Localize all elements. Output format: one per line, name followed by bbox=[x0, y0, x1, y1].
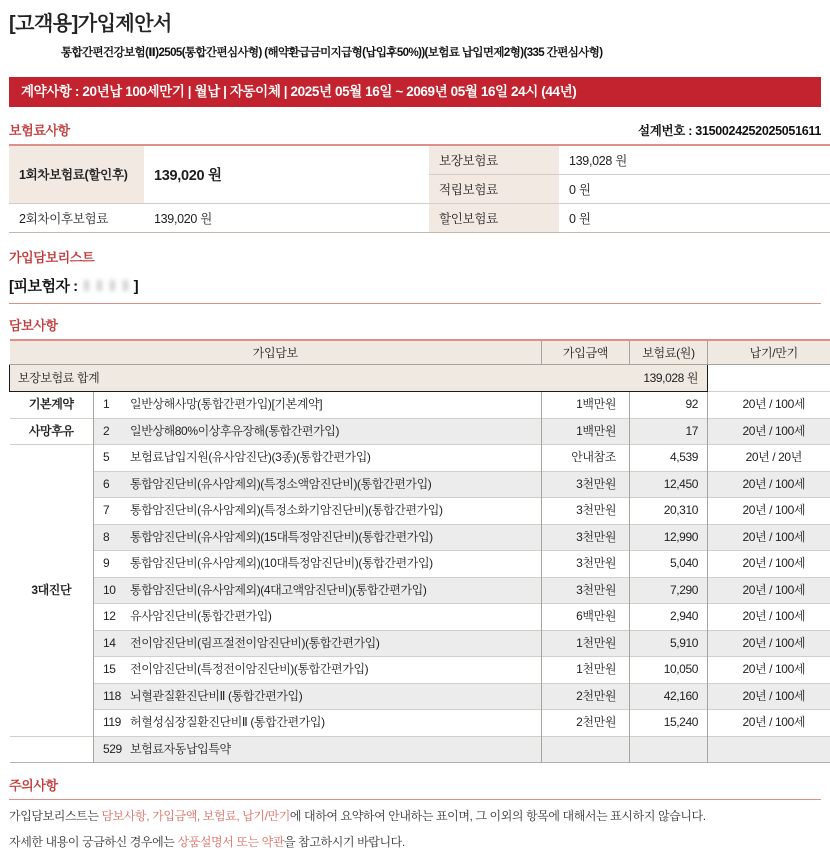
coverage-amount: 3천만원 bbox=[542, 551, 630, 578]
coverage-number: 15 bbox=[103, 657, 130, 683]
coverage-premium: 20,310 bbox=[630, 498, 708, 525]
coverage-name: 일반상해80%이상후유장해(통합간편가입) bbox=[130, 424, 339, 438]
coverage-name: 유사암진단비(통합간편가입) bbox=[130, 609, 272, 623]
coverage-name: 통합암진단비(유사암제외)(10대특정암진단비)(통합간편가입) bbox=[130, 556, 433, 570]
coverage-amount: 6백만원 bbox=[542, 604, 630, 631]
coverage-row bbox=[10, 445, 830, 472]
coverage-term: 20년 / 100세 bbox=[708, 498, 830, 525]
premium-row bbox=[9, 145, 830, 174]
coverage-number: 12 bbox=[103, 604, 130, 630]
contract-banner: 계약사항 : 20년납 100세만기 | 월납 | 자동이체 | 2025년 05월 16일 ~ 2069년 05월 16일 24시 (44년) bbox=[9, 77, 821, 107]
coverage-header-row bbox=[10, 340, 830, 365]
coverage-term: 20년 / 100세 bbox=[708, 418, 830, 445]
premium-section-header bbox=[9, 120, 821, 139]
insured-name-redacted bbox=[84, 280, 128, 291]
coverage-term: 20년 / 100세 bbox=[708, 683, 830, 710]
coverage-term: 20년 / 100세 bbox=[708, 630, 830, 657]
second-premium-value: 139,020 원 bbox=[144, 203, 429, 232]
coverage-premium: 7,290 bbox=[630, 577, 708, 604]
coverage-amount: 안내참조 bbox=[542, 445, 630, 472]
notice-red-text: 담보사항, 가입금액, 보험료, 납기/만기 bbox=[101, 809, 289, 823]
total-term-cell bbox=[708, 365, 830, 392]
coverage-row bbox=[10, 604, 830, 631]
notice-text: 가입담보리스트는 bbox=[9, 809, 101, 823]
coverage-premium: 2,940 bbox=[630, 604, 708, 631]
coverage-name-cell bbox=[94, 736, 542, 763]
notice-line-2 bbox=[9, 833, 821, 852]
coverage-table bbox=[9, 339, 830, 764]
coverage-number: 118 bbox=[103, 684, 130, 710]
coverage-name: 보험료자동납입특약 bbox=[130, 742, 231, 756]
discount-premium-value: 0 원 bbox=[559, 203, 830, 232]
coverage-name: 뇌혈관질환진단비Ⅱ (통합간편가입) bbox=[130, 689, 302, 703]
coverage-term bbox=[708, 736, 830, 763]
coverage-number: 2 bbox=[103, 419, 130, 445]
guarantee-premium-value: 139,028 원 bbox=[559, 145, 830, 174]
notice-text: 자세한 내용이 궁금하신 경우에는 bbox=[9, 835, 177, 849]
coverage-name-cell bbox=[94, 418, 542, 445]
coverage-term: 20년 / 100세 bbox=[708, 577, 830, 604]
coverage-number: 6 bbox=[103, 472, 130, 498]
coverage-name-cell bbox=[94, 604, 542, 631]
first-premium-label: 1회차보험료(할인후) bbox=[9, 145, 144, 203]
coverage-group-label bbox=[10, 736, 94, 763]
design-number-value: 3150024252025051611 bbox=[695, 124, 821, 138]
insured-line bbox=[9, 275, 821, 304]
guarantee-premium-label: 보장보험료 bbox=[429, 145, 559, 174]
coverage-premium: 92 bbox=[630, 392, 708, 419]
coverage-premium: 4,539 bbox=[630, 445, 708, 472]
coverage-number: 9 bbox=[103, 551, 130, 577]
coverage-row bbox=[10, 630, 830, 657]
coverage-name: 전이암진단비(특정전이암진단비)(통합간편가입) bbox=[130, 662, 368, 676]
column-amount: 가입금액 bbox=[542, 340, 630, 365]
coverage-amount: 1백만원 bbox=[542, 418, 630, 445]
total-premium-label: 보장보험료 합계 bbox=[10, 365, 542, 392]
coverage-number: 1 bbox=[103, 392, 130, 418]
coverage-premium: 15,240 bbox=[630, 710, 708, 737]
column-coverage-name: 가입담보 bbox=[10, 340, 542, 365]
coverage-amount: 3천만원 bbox=[542, 577, 630, 604]
coverage-amount: 3천만원 bbox=[542, 524, 630, 551]
coverage-name: 통합암진단비(유사암제외)(15대특정암진단비)(통합간편가입) bbox=[130, 530, 433, 544]
coverage-name: 통합암진단비(유사암제외)(특정소액암진단비)(통합간편가입) bbox=[130, 477, 431, 491]
product-name: 통합간편건강보험(Ⅱ)2505(통합간편심사형) (해약환급금미지급형(납입후50%))(보험료 납입면제2형)(335 간편심사형) bbox=[61, 44, 821, 60]
coverage-name: 통합암진단비(유사암제외)(특정소화기암진단비)(통합간편가입) bbox=[130, 503, 443, 517]
coverage-name-cell bbox=[94, 392, 542, 419]
coverage-number: 119 bbox=[103, 710, 130, 736]
coverage-row bbox=[10, 736, 830, 763]
premium-table bbox=[9, 144, 830, 233]
coverage-number: 14 bbox=[103, 631, 130, 657]
coverage-number: 5 bbox=[103, 445, 130, 471]
notice-text: 에 대하여 요약하여 안내하는 표이며, 그 이외의 항목에 대해서는 표시하지 않습니다. bbox=[290, 809, 706, 823]
coverage-row bbox=[10, 498, 830, 525]
coverage-row bbox=[10, 657, 830, 684]
coverage-list-heading: 가입담보리스트 bbox=[9, 247, 821, 266]
coverage-row bbox=[10, 471, 830, 498]
coverage-name-cell bbox=[94, 577, 542, 604]
design-number-label: 설계번호 : bbox=[638, 124, 692, 138]
coverage-term: 20년 / 100세 bbox=[708, 604, 830, 631]
coverage-row bbox=[10, 551, 830, 578]
coverage-name-cell bbox=[94, 551, 542, 578]
column-term: 납기/만기 bbox=[708, 340, 830, 365]
coverage-premium: 12,450 bbox=[630, 471, 708, 498]
insured-bracket-close: ] bbox=[134, 278, 139, 295]
coverage-number: 7 bbox=[103, 498, 130, 524]
coverage-amount: 2천만원 bbox=[542, 683, 630, 710]
coverage-amount: 3천만원 bbox=[542, 471, 630, 498]
coverage-amount: 1천만원 bbox=[542, 630, 630, 657]
notice-line-1 bbox=[9, 807, 821, 826]
coverage-name-cell bbox=[94, 445, 542, 472]
coverage-row bbox=[10, 710, 830, 737]
coverage-row bbox=[10, 392, 830, 419]
premium-section-heading: 보험료사항 bbox=[9, 120, 70, 139]
coverage-term: 20년 / 100세 bbox=[708, 551, 830, 578]
discount-premium-label: 할인보험료 bbox=[429, 203, 559, 232]
coverage-group-label: 사망후유 bbox=[10, 418, 94, 445]
premium-row bbox=[9, 203, 830, 232]
coverage-term: 20년 / 20년 bbox=[708, 445, 830, 472]
coverage-row bbox=[10, 683, 830, 710]
coverage-group-label: 3대진단 bbox=[10, 445, 94, 737]
total-premium-value: 139,028 원 bbox=[630, 365, 708, 392]
coverage-amount: 2천만원 bbox=[542, 710, 630, 737]
column-premium: 보험료(원) bbox=[630, 340, 708, 365]
coverage-group-label: 기본계약 bbox=[10, 392, 94, 419]
coverage-number: 8 bbox=[103, 525, 130, 551]
coverage-premium: 5,910 bbox=[630, 630, 708, 657]
coverage-row bbox=[10, 418, 830, 445]
coverage-name: 일반상해사망(통합간편가입)[기본계약] bbox=[130, 397, 322, 411]
coverage-amount: 1천만원 bbox=[542, 657, 630, 684]
coverage-name-cell bbox=[94, 471, 542, 498]
page-title: [고객용]가입제안서 bbox=[9, 7, 821, 36]
coverage-premium: 5,040 bbox=[630, 551, 708, 578]
coverage-row bbox=[10, 524, 830, 551]
coverage-premium: 17 bbox=[630, 418, 708, 445]
coverage-name-cell bbox=[94, 657, 542, 684]
first-premium-value: 139,020 원 bbox=[144, 145, 429, 203]
savings-premium-label: 적립보험료 bbox=[429, 174, 559, 203]
notice-text: 을 참고하시기 바랍니다. bbox=[284, 835, 405, 849]
coverage-name: 허혈성심장질환진단비Ⅱ (통합간편가입) bbox=[130, 715, 325, 729]
coverage-section-heading: 담보사항 bbox=[9, 315, 821, 334]
notice-heading: 주의사항 bbox=[9, 775, 821, 800]
coverage-term: 20년 / 100세 bbox=[708, 710, 830, 737]
coverage-name: 보험료납입지원(유사암진단)(3종)(통합간편가입) bbox=[130, 450, 371, 464]
second-premium-label: 2회차이후보험료 bbox=[9, 203, 144, 232]
coverage-name-cell bbox=[94, 630, 542, 657]
coverage-premium: 12,990 bbox=[630, 524, 708, 551]
coverage-premium: 10,050 bbox=[630, 657, 708, 684]
coverage-amount bbox=[542, 736, 630, 763]
coverage-name: 전이암진단비(림프절전이암진단비)(통합간편가입) bbox=[130, 636, 379, 650]
coverage-amount: 1백만원 bbox=[542, 392, 630, 419]
coverage-row bbox=[10, 577, 830, 604]
coverage-number: 529 bbox=[103, 737, 130, 763]
coverage-name-cell bbox=[94, 710, 542, 737]
savings-premium-value: 0 원 bbox=[559, 174, 830, 203]
notice-red-text: 상품설명서 또는 약관 bbox=[177, 835, 284, 849]
design-number bbox=[638, 121, 821, 139]
coverage-term: 20년 / 100세 bbox=[708, 471, 830, 498]
coverage-premium bbox=[630, 736, 708, 763]
total-amount-cell bbox=[542, 365, 630, 392]
coverage-term: 20년 / 100세 bbox=[708, 524, 830, 551]
coverage-term: 20년 / 100세 bbox=[708, 392, 830, 419]
coverage-name: 통합암진단비(유사암제외)(4대고액암진단비)(통합간편가입) bbox=[130, 583, 426, 597]
coverage-premium: 42,160 bbox=[630, 683, 708, 710]
coverage-name-cell bbox=[94, 498, 542, 525]
coverage-amount: 3천만원 bbox=[542, 498, 630, 525]
coverage-total-row bbox=[10, 365, 830, 392]
coverage-term: 20년 / 100세 bbox=[708, 657, 830, 684]
insured-label: [피보험자 : bbox=[9, 278, 78, 295]
coverage-name-cell bbox=[94, 524, 542, 551]
coverage-name-cell bbox=[94, 683, 542, 710]
coverage-number: 10 bbox=[103, 578, 130, 604]
